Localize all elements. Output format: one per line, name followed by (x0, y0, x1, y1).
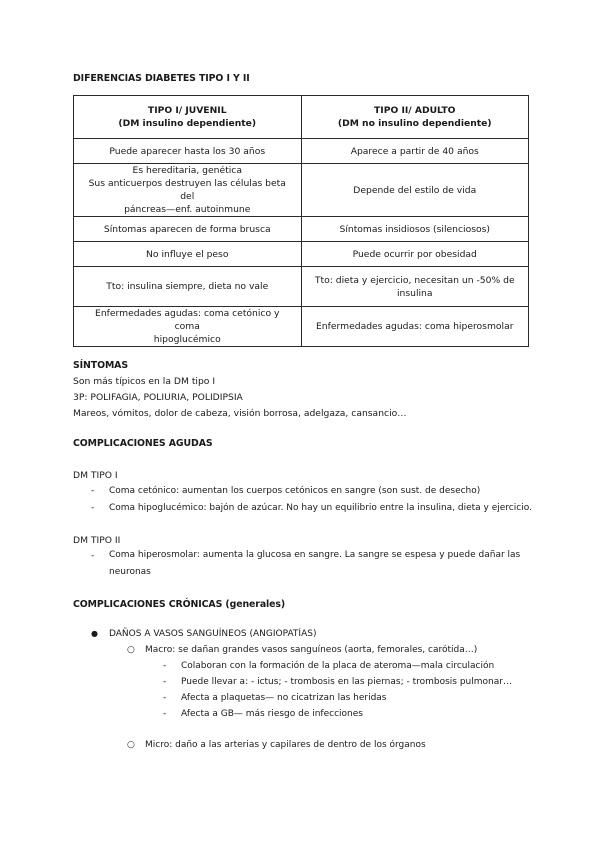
table-cell: Tto: dieta y ejercicio, necesitan un -50% de insulina (301, 267, 529, 307)
cronicas-heading: COMPLICACIONES CRÓNICAS (generales) (73, 599, 286, 610)
table-cell: Enfermedades agudas: coma cetónico y coma hipoglucémico (74, 307, 302, 347)
sintomas-line: 3P: POLIFAGIA, POLIURIA, POLIDIPSIA (73, 392, 243, 403)
tipo1-label: DM TIPO I (73, 470, 118, 481)
dash-marker: - (91, 486, 95, 496)
list-item: Coma hiperosmolar: aumenta la glucosa en sangre. La sangre se espesa y puede dañar las neuronas (109, 550, 521, 577)
dash-marker: - (163, 693, 167, 703)
sintomas-line: Mareos, vómitos, dolor de cabeza, visión borrosa, adelgaza, cansancio… (73, 408, 407, 419)
table-cell: Es hereditaria, genética Sus anticuerpos destruyen las células beta del páncreas—enf. autoinmune (74, 164, 302, 217)
header-tipo-2: TIPO II/ ADULTO (DM no insulino dependiente) (301, 96, 529, 139)
list-item: Afecta a GB— más riesgo de infecciones (181, 709, 363, 719)
table-cell: Tto: insulina siempre, dieta no vale (74, 267, 302, 307)
table-row (74, 164, 529, 217)
dash-marker: - (163, 709, 167, 719)
table-cell: Síntomas aparecen de forma brusca (74, 217, 302, 242)
dash-marker: - (91, 503, 95, 513)
list-item: Colaboran con la formación de la placa de ateroma—mala circulación (181, 661, 495, 671)
list-item: Macro: se dañan grandes vasos sanguíneos (aorta, femorales, carótida…) (145, 645, 478, 655)
sintomas-line: Son más típicos en la DM tipo I (73, 376, 216, 387)
table-cell: Depende del estilo de vida (301, 164, 529, 217)
header-tipo-1: TIPO I/ JUVENIL (DM insulino dependiente) (74, 96, 302, 139)
dash-marker: - (163, 661, 167, 671)
dash-marker: - (163, 677, 167, 687)
table-cell: Síntomas insidiosos (silenciosos) (301, 217, 529, 242)
table-cell: Enfermedades agudas: coma hiperosmolar (301, 307, 529, 347)
agudas-heading: COMPLICACIONES AGUDAS (73, 438, 213, 449)
table-header-row (74, 96, 529, 139)
circle-marker: ○ (127, 740, 135, 750)
table-row (74, 217, 529, 242)
list-item: Micro: daño a las arterias y capilares de dentro de los órganos (145, 740, 426, 750)
list-item: Coma cetónico: aumentan los cuerpos cetónicos en sangre (son sust. de desecho) (109, 486, 481, 496)
table-row (74, 139, 529, 164)
list-item: Coma hipoglucémico: bajón de azúcar. No hay un equilibrio entre la insulina, dieta y ejercicio. (109, 503, 532, 513)
comparison-table (73, 95, 529, 347)
table-cell: Aparece a partir de 40 años (301, 139, 529, 164)
circle-marker: ○ (127, 645, 135, 655)
table-row (74, 307, 529, 347)
table-cell: No influye el peso (74, 242, 302, 267)
document-title: DIFERENCIAS DIABETES TIPO I Y II (73, 73, 250, 84)
tipo2-label: DM TIPO II (73, 535, 121, 546)
bullet-marker: ● (91, 629, 98, 638)
list-item: Puede llevar a: - ictus; - trombosis en las piernas; - trombosis pulmonar… (181, 677, 512, 687)
table-row (74, 267, 529, 307)
list-item: DAÑOS A VASOS SANGUÍNEOS (ANGIOPATÍAS) (109, 629, 317, 639)
dash-marker: - (91, 551, 95, 561)
list-item: Afecta a plaquetas— no cicatrizan las heridas (181, 693, 387, 703)
table-cell: Puede ocurrir por obesidad (301, 242, 529, 267)
table-cell: Puede aparecer hasta los 30 años (74, 139, 302, 164)
sintomas-heading: SÍNTOMAS (73, 360, 128, 371)
table-row (74, 242, 529, 267)
